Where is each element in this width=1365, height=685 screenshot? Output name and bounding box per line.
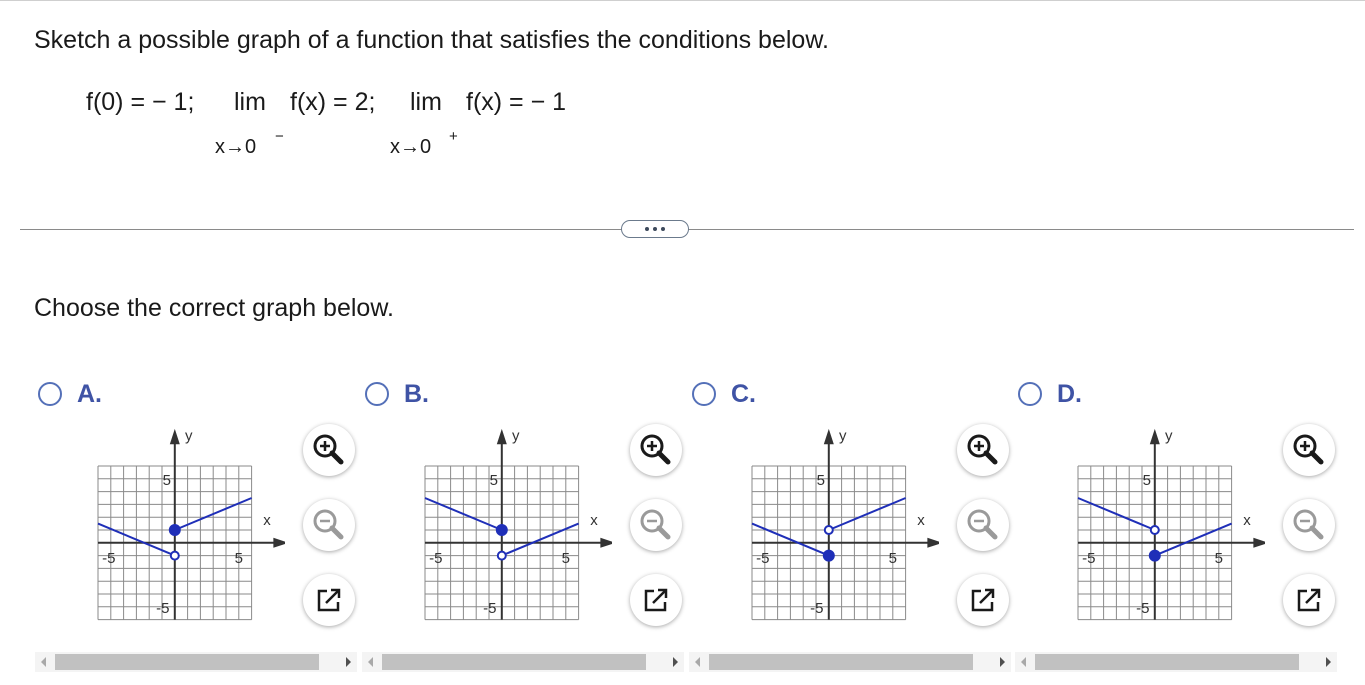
radio-option-d[interactable] [1018,382,1042,406]
scroll-right-icon[interactable] [1000,657,1005,667]
option-d [1015,378,1335,678]
limit-left-sub: x→0 [215,136,257,158]
y-axis-label: y [512,427,520,445]
radio-option-a[interactable] [38,382,62,406]
x-tick-5: 5 [1214,549,1223,567]
option-letter[interactable]: B. [404,380,429,408]
y-axis-label: y [185,427,193,445]
graph-option-c [739,426,939,626]
option-letter[interactable]: D. [1057,380,1082,408]
x-axis-label: x [917,511,925,529]
x-axis-arrow [927,538,939,548]
question-prompt: Sketch a possible graph of a function that satisfies the conditions below. [34,26,829,54]
condition-f0: f(0) = − 1; [86,88,195,116]
axes [752,438,934,620]
left-endpoint-closed [824,551,834,561]
axes [425,438,607,620]
zoom-out-icon [303,499,355,551]
scroll-thumb[interactable] [55,654,319,670]
x-tick-neg5: -5 [429,549,443,567]
graph-container [412,426,612,631]
zoom-out-icon [957,499,1009,551]
x-axis-arrow [1253,538,1265,548]
x-tick-neg5: -5 [756,549,770,567]
x-tick-5: 5 [234,549,243,567]
option-a [35,378,355,678]
popout-button[interactable] [1283,574,1335,626]
zoom-in-icon [303,424,355,476]
zoom-in-button[interactable] [957,424,1009,476]
zoom-in-button[interactable] [630,424,682,476]
zoom-out-icon [1283,499,1335,551]
more-dot [653,227,657,231]
scroll-thumb[interactable] [1035,654,1299,670]
graph-option-b [412,426,612,626]
zoom-out-button[interactable] [1283,499,1335,551]
popout-button[interactable] [630,574,682,626]
x-tick-5: 5 [888,549,897,567]
scroll-thumb[interactable] [382,654,646,670]
left-endpoint-open [171,552,179,560]
y-axis-arrow [824,429,834,444]
y-tick-neg5: -5 [810,599,824,617]
scroll-right-icon[interactable] [346,657,351,667]
limit-right-expr: f(x) = − 1 [466,88,567,116]
y-axis-label: y [839,427,847,445]
horizontal-scrollbar[interactable] [362,652,684,672]
zoom-out-button[interactable] [303,499,355,551]
popout-button[interactable] [957,574,1009,626]
y-axis-arrow [1150,429,1160,444]
limit-right-sup: + [449,128,458,145]
radio-option-b[interactable] [365,382,389,406]
zoom-in-button[interactable] [303,424,355,476]
scroll-left-icon[interactable] [368,657,373,667]
horizontal-scrollbar[interactable] [689,652,1011,672]
graph-option-d [1065,426,1265,626]
right-endpoint-closed [1150,551,1160,561]
x-tick-5: 5 [561,549,570,567]
option-letter[interactable]: C. [731,380,756,408]
y-axis-arrow [497,429,507,444]
zoom-in-icon [630,424,682,476]
option-letter[interactable]: A. [77,380,102,408]
zoom-in-button[interactable] [1283,424,1335,476]
x-axis-arrow [600,538,612,548]
limit-left-expr: f(x) = 2; [290,88,376,116]
x-axis-label: x [263,511,271,529]
x-axis-label: x [590,511,598,529]
zoom-out-button[interactable] [630,499,682,551]
scroll-left-icon[interactable] [695,657,700,667]
scroll-left-icon[interactable] [1021,657,1026,667]
popout-icon [303,574,355,626]
radio-option-c[interactable] [692,382,716,406]
limit-right-lim: lim [410,88,442,116]
right-endpoint-open [498,552,506,560]
y-axis-arrow [170,429,180,444]
left-endpoint-open [1151,526,1159,534]
limit-left-sup: − [275,128,284,145]
scroll-thumb[interactable] [709,654,973,670]
y-tick-neg5: -5 [156,599,170,617]
y-tick-5: 5 [162,471,171,489]
graph-container [1065,426,1265,631]
scroll-right-icon[interactable] [673,657,678,667]
right-endpoint-open [825,526,833,534]
horizontal-scrollbar[interactable] [35,652,357,672]
right-endpoint-closed [170,525,180,535]
y-tick-5: 5 [489,471,498,489]
graph-option-a [85,426,285,626]
popout-button[interactable] [303,574,355,626]
limit-right-sub: x→0 [390,136,432,158]
x-axis-arrow [273,538,285,548]
horizontal-scrollbar[interactable] [1015,652,1337,672]
limit-left-lim: lim [234,88,266,116]
zoom-in-icon [1283,424,1335,476]
option-c [689,378,1009,678]
x-tick-neg5: -5 [1082,549,1096,567]
show-more-button[interactable] [621,220,689,238]
more-dot [661,227,665,231]
y-tick-neg5: -5 [1136,599,1150,617]
zoom-out-icon [630,499,682,551]
y-tick-5: 5 [1142,471,1151,489]
axes [1078,438,1260,620]
y-axis-label: y [1165,427,1173,445]
axes [98,438,280,620]
scroll-right-icon[interactable] [1326,657,1331,667]
scroll-left-icon[interactable] [41,657,46,667]
zoom-in-icon [957,424,1009,476]
option-b [362,378,682,678]
popout-icon [1283,574,1335,626]
graph-container [739,426,939,631]
top-border [0,0,1365,1]
popout-icon [630,574,682,626]
left-endpoint-closed [497,525,507,535]
graph-container [85,426,285,631]
y-tick-neg5: -5 [483,599,497,617]
more-dot [645,227,649,231]
popout-icon [957,574,1009,626]
x-tick-neg5: -5 [102,549,116,567]
y-tick-5: 5 [816,471,825,489]
x-axis-label: x [1243,511,1251,529]
zoom-out-button[interactable] [957,499,1009,551]
choose-prompt: Choose the correct graph below. [34,294,394,322]
